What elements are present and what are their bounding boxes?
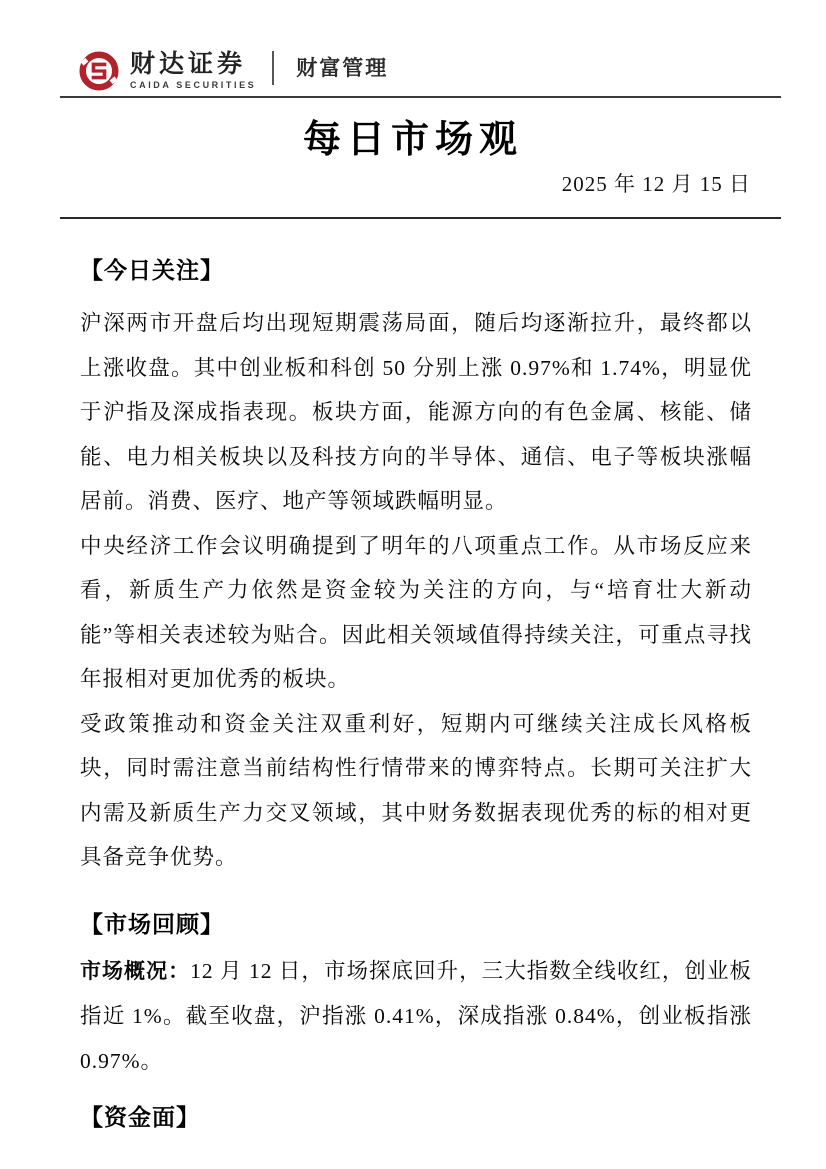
caida-logo-icon [78, 50, 120, 92]
focus-paragraph-2: 中央经济工作会议明确提到了明年的八项重点工作。从市场反应来看，新质生产力依然是资金较为关注的方向，与“培育壮大新动能”等相关表述较为贴合。因此相关领域值得持续关注，可重点寻找年报相对更加优秀的板块。 [80, 533, 752, 691]
brand-division-label: 财富管理 [296, 57, 389, 80]
brand-name-en: CAIDA SECURITIES [130, 80, 257, 90]
report-body [80, 240, 752, 1132]
brand-name-cn: 财达证券 [130, 50, 247, 78]
market-overview-text: 12 月 12 日，市场探底回升，三大指数全线收红，创业板指近 1%。截至收盘，沪指涨 0.41%，深成指涨 0.84%，创业板指涨 0.97%。 [80, 958, 752, 1073]
section-heading-funds: 【资金面】 [80, 1104, 200, 1130]
header-rule [60, 96, 781, 98]
report-date: 2025 年 12 月 15 日 [561, 172, 751, 196]
page-title: 每日市场观 [302, 119, 523, 161]
focus-paragraph-3: 受政策推动和资金关注双重利好，短期内可继续关注成长风格板块，同时需注意当前结构性行情带来的博弈特点。长期可关注扩大内需及新质生产力交叉领域，其中财务数据表现优秀的标的相对更具备竞争优势。 [80, 711, 752, 869]
brand-divider [272, 51, 274, 85]
brand-name-block [130, 52, 256, 90]
market-overview-label: 市场概况： [80, 959, 191, 983]
focus-paragraph-1: 沪深两市开盘后均出现短期震荡局面，随后均逐渐拉升，最终都以上涨收盘。其中创业板和科创 50 分别上涨 0.97%和 1.74%，明显优于沪指及深成指表现。板块方面，能源方向的有色金属、核能、储能、电力相关板块以及科技方向的半导体、通信、电子等板块涨幅居前。消费、医疗、地产等领域跌幅明显。 [80, 311, 752, 513]
brand-header [78, 50, 388, 92]
section-heading-market-review: 【市场回顾】 [80, 910, 224, 937]
title-rule [60, 217, 781, 219]
market-overview-paragraph [80, 949, 752, 1084]
section-heading-today-focus: 【今日关注】 [80, 257, 224, 283]
